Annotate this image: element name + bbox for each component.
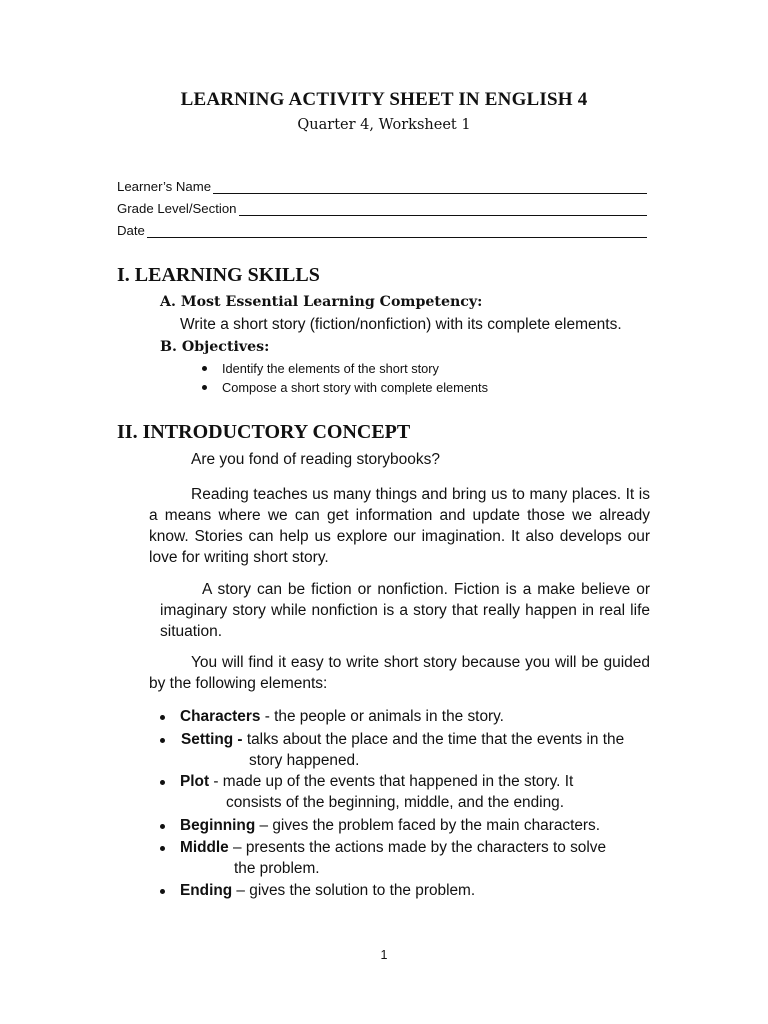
element-description: gives the problem faced by the main characters. [272, 817, 601, 834]
competency-heading: A. Most Essential Learning Competency: [160, 294, 483, 310]
grade-section-line[interactable] [239, 203, 648, 216]
element-separator: - [209, 773, 223, 790]
section-introductory-concept-heading: II. INTRODUCTORY CONCEPT [117, 421, 411, 443]
element-description-cont: story happened. [249, 752, 360, 769]
bullet-icon [160, 889, 165, 894]
element-term: Beginning [180, 817, 256, 834]
objectives-heading: B. Objectives: [160, 339, 270, 355]
intro-paragraph-1: Reading teaches us many things and bring us to many places. It is a means where we can get information and update those we already know. Stories can help us explore our imagination. It also develops our love for writing short story. [149, 486, 650, 566]
element-term: Characters [180, 708, 261, 725]
element-separator: – [228, 839, 246, 856]
element-description: the people or animals in the story. [274, 708, 504, 725]
element-term: Ending [180, 882, 233, 899]
date-line[interactable] [147, 225, 647, 238]
date-label: Date [117, 223, 145, 238]
bullet-icon [202, 385, 207, 390]
element-description-cont: consists of the beginning, middle, and the ending. [226, 794, 564, 811]
grade-section-label: Grade Level/Section [117, 201, 237, 216]
bullet-icon [160, 846, 165, 851]
element-separator: – [232, 882, 250, 899]
section-learning-skills-heading: I. LEARNING SKILLS [117, 264, 320, 286]
competency-text: Write a short story (fiction/nonfiction) with its complete elements. [180, 316, 622, 333]
bullet-icon [160, 715, 165, 720]
element-separator: - [260, 708, 275, 725]
element-description: gives the solution to the problem. [249, 882, 476, 899]
bullet-icon [160, 738, 165, 743]
date-field[interactable] [117, 223, 647, 238]
objective-text: Identify the elements of the short story [222, 361, 439, 376]
objective-text: Compose a short story with complete elements [222, 380, 489, 395]
worksheet-title: LEARNING ACTIVITY SHEET IN ENGLISH 4 [180, 89, 588, 110]
learner-name-line[interactable] [213, 181, 647, 194]
bullet-icon [202, 366, 207, 371]
element-description: talks about the place and the time that the events in the [246, 731, 625, 748]
grade-section-field[interactable] [117, 201, 647, 216]
element-separator: – [255, 817, 273, 834]
element-term: Middle [180, 839, 229, 856]
element-description: presents the actions made by the characters to solve [245, 839, 607, 856]
bullet-icon [160, 824, 165, 829]
worksheet-subtitle: Quarter 4, Worksheet 1 [297, 117, 471, 133]
element-description: made up of the events that happened in the story. It [222, 773, 574, 790]
bullet-icon [160, 780, 165, 785]
intro-question: Are you fond of reading storybooks? [191, 451, 441, 468]
element-description-cont: the problem. [234, 860, 320, 877]
learner-name-field[interactable] [117, 179, 647, 194]
element-term: Plot [180, 773, 210, 790]
page-number: 1 [380, 948, 388, 962]
element-term: Setting - [181, 731, 243, 748]
intro-paragraph-3: You will find it easy to write short story because you will be guided by the following elements: [149, 654, 650, 692]
intro-paragraph-2: A story can be fiction or nonfiction. Fiction is a make believe or imaginary story while nonfiction is a story that really happen in real life situation. [160, 581, 650, 640]
learner-name-label: Learner’s Name [117, 179, 212, 194]
